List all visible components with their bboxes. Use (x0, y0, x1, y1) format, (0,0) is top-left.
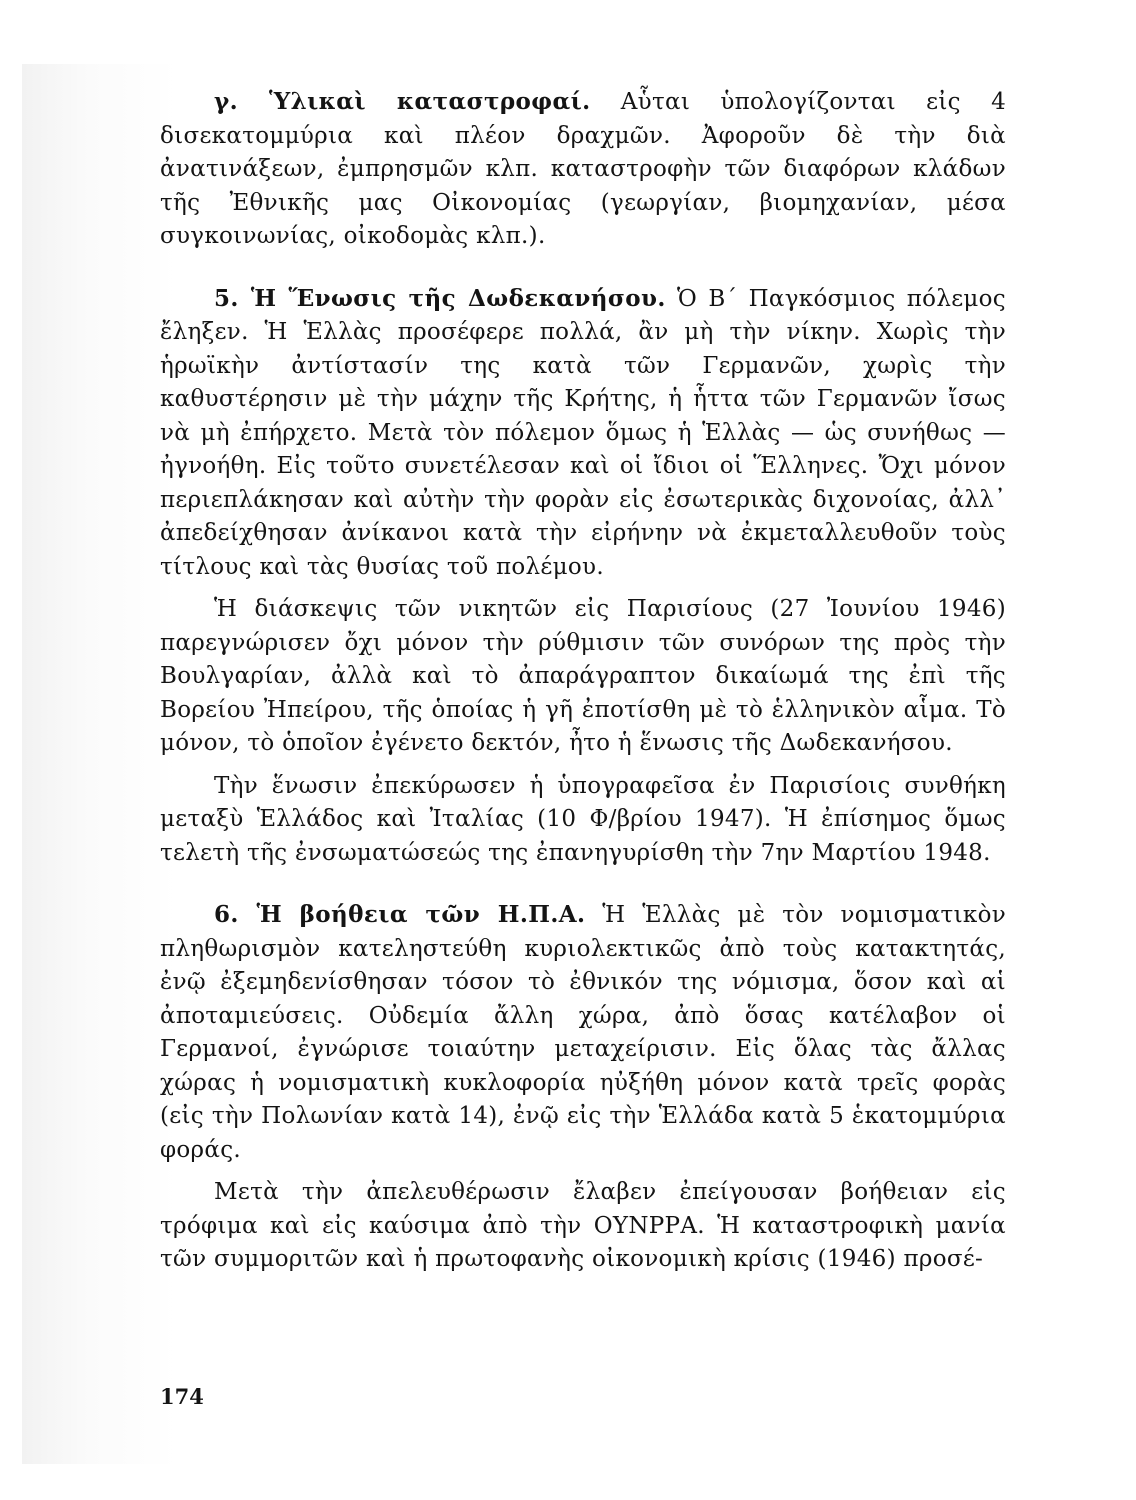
page-number: 174 (160, 1384, 204, 1409)
paragraph-material-damages (160, 85, 1006, 254)
paragraph-text: Τὴν ἕνωσιν ἐπεκύρωσεν ἡ ὑπογραφεῖσα ἐν Παρισίοις συνθήκη μεταξὺ Ἑλλάδος καὶ Ἰταλίας (10 Φ/βρίου 1947). Ἡ ἐπίσημος ὅμως τελετὴ τῆς ἐνσωματώσεώς της ἐπανηγυρίσθη τὴν 7ην Μαρτίου 1948. (160, 772, 1006, 866)
paragraph-unrra (160, 1176, 1006, 1277)
paragraph-text: Ἡ Ἑλλὰς μὲ τὸν νομισματικὸν πληθωρισμὸν κατεληστεύθη κυριολεκτικῶς ἀπὸ τοὺς κατακτητάς, ἐνῷ ἐξεμηδενίσθησαν τόσον τὸ ἐθνικόν της νόμισμα, ὅσον καὶ αἱ ἀποταμιεύσεις. Οὐδεμία ἄλλη χώρα, ἀπὸ ὅσας κατέλαβον οἱ Γερμανοί, ἐγνώρισε τοιαύτην μεταχείρισιν. Εἰς ὅλας τὰς ἄλλας χώρας ἡ νομισματικὴ κυκλοφορία ηὐξήθη μόνον κατὰ τρεῖς φορὰς (εἰς τὴν Πολωνίαν κατὰ 14), ἐνῷ εἰς τὴν Ἑλλάδα κατὰ 5 ἑκατομμύρια φοράς. (160, 902, 1006, 1163)
paragraph-dodecanese-union (160, 282, 1006, 585)
paragraph-paris-conference (160, 593, 1006, 761)
heading-dodecanese-union: 5. Ἡ Ἕνωσις τῆς Δωδεκανήσου. (214, 284, 666, 312)
paragraph-text: Ὁ Β΄ Παγκόσμιος πόλεμος ἔληξεν. Ἡ Ἑλλὰς προσέφερε πολλά, ἂν μὴ τὴν νίκην. Χωρὶς τὴν ἡρωϊκὴν ἀντίστασίν της κατὰ τῶν Γερμανῶν, χωρὶς τὴν καθυστέρησιν μὲ τὴν μάχην τῆς Κρήτης, ἡ ἧττα τῶν Γερμανῶν ἴσως νὰ μὴ ἐπήρχετο. Μετὰ τὸν πόλεμον ὅμως ἡ Ἑλλὰς — ὡς συνήθως — ἠγνοήθη. Εἰς τοῦτο συνετέλεσαν καὶ οἱ ἴδιοι οἱ Ἕλληνες. Ὄχι μόνον περιεπλάκησαν καὶ αὐτὴν τὴν φορὰν εἰς ἐσωτερικὰς διχονοίας, ἀλλ᾽ ἀπεδείχθησαν ἀνίκανοι κατὰ τὴν εἰρήνην νὰ ἐκμεταλλευθοῦν τοὺς τίτλους καὶ τὰς θυσίας τοῦ πολέμου. (160, 285, 1006, 580)
paragraph-text: Μετὰ τὴν ἀπελευθέρωσιν ἔλαβεν ἐπείγουσαν βοήθειαν εἰς τρόφιμα καὶ εἰς καύσιμα ἀπὸ τὴν ΟΥΝΡΡΑ. Ἡ καταστροφικὴ μανία τῶν συμμοριτῶν καὶ ἡ πρωτοφανὴς οἰκονομικὴ κρίσις (1946) προσέ- (160, 1179, 1006, 1272)
paragraph-text: Αὗται ὑπολογίζονται εἰς 4 δισεκατομμύρια καὶ πλέον δραχμῶν. Ἀφοροῦν δὲ τὴν διὰ ἀνατινάξεων, ἐμπρησμῶν κλπ. καταστροφὴν τῶν διαφόρων κλάδων τῆς Ἐθνικῆς μας Οἰκονομίας (γεωργίαν, βιομηχανίαν, μέσα συγκοινωνίας, οἰκοδομὰς κλπ.). (160, 89, 1006, 249)
paragraph-treaty (160, 770, 1006, 871)
heading-material-damages: γ. Ὑλικαὶ καταστροφαί. (214, 88, 591, 115)
paragraph-text: Ἡ διάσκεψις τῶν νικητῶν εἰς Παρισίους (27 Ἰουνίου 1946) παρεγνώρισεν ὄχι μόνον τὴν ρύθμισιν τῶν συνόρων της πρὸς τὴν Βουλγαρίαν, ἀλλὰ καὶ τὸ ἀπαράγραπτον δικαίωμά της ἐπὶ τῆς Βορείου Ἠπείρου, τῆς ὁποίας ἡ γῆ ἐποτίσθη μὲ τὸ ἑλληνικὸν αἷμα. Τὸ μόνον, τὸ ὁποῖον ἐγένετο δεκτόν, ἦτο ἡ ἕνωσις τῆς Δωδεκανήσου. (160, 596, 1006, 756)
heading-us-aid: 6. Ἡ βοήθεια τῶν Η.Π.Α. (214, 901, 586, 928)
paragraph-us-aid (160, 898, 1006, 1167)
page-body (160, 85, 1006, 1277)
